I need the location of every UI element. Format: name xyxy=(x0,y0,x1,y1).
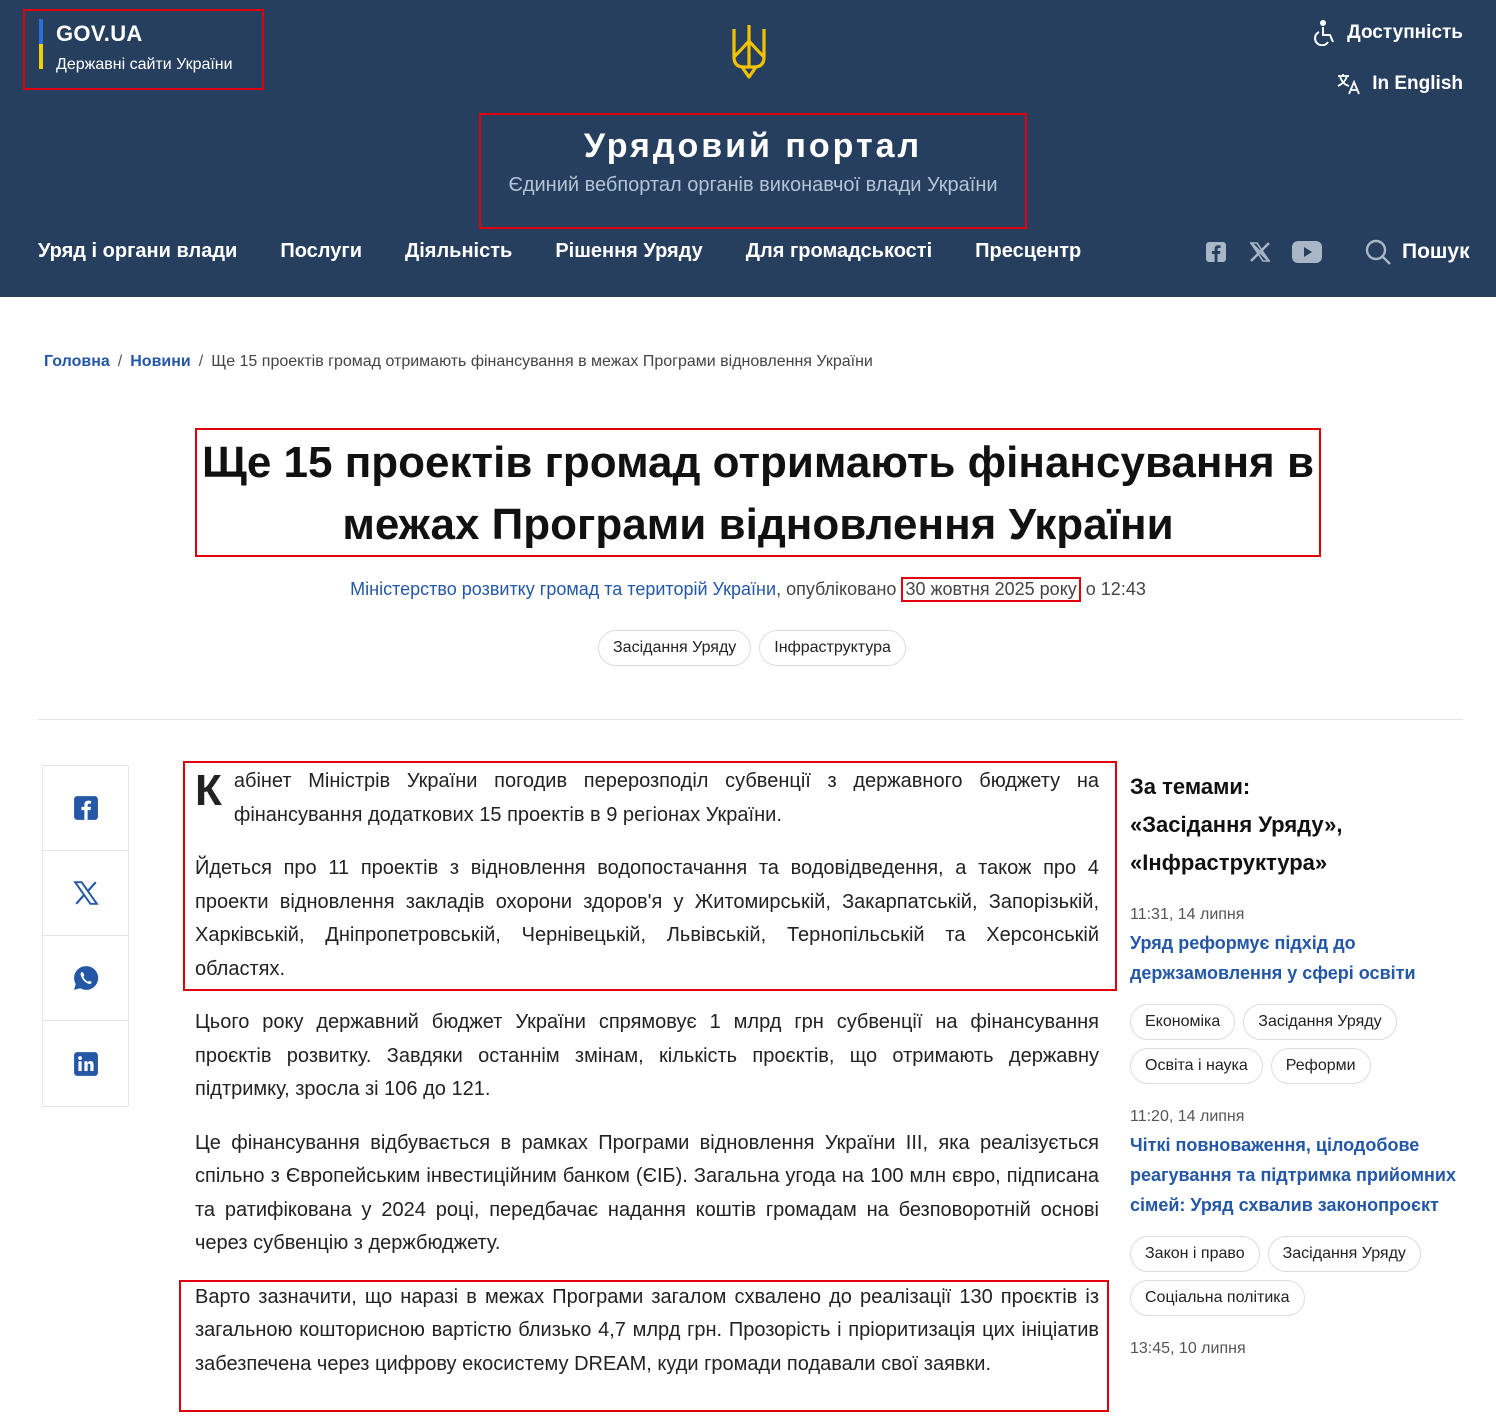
related-item xyxy=(1130,1340,1460,1358)
article-meta xyxy=(0,577,1496,602)
accessibility-button[interactable] xyxy=(1313,20,1463,46)
search-icon xyxy=(1364,238,1392,266)
youtube-icon[interactable] xyxy=(1292,241,1322,263)
portal-title: Урядовий портал xyxy=(583,127,923,165)
tag-government-meeting[interactable]: Засідання Уряду xyxy=(1243,1004,1396,1040)
related-time: 11:20, 14 липня xyxy=(1130,1108,1245,1125)
article-paragraph: Йдеться про 11 проектів з відновлення водопостачання та водовідведення, а також про 4 проекти відновлення закладів охорони здоров'я у Житомирській, Закарпатській, Запорізькій, Харківській, Дніпропетровській, Чернівецькій, Львівській, Тернопільській та Херсонській областях. xyxy=(195,857,1099,980)
ministry-link[interactable]: Міністерство розвитку громад та територій України xyxy=(350,579,777,599)
govua-title: GOV.UA xyxy=(56,21,143,46)
facebook-icon[interactable] xyxy=(1204,240,1228,264)
related-time: 11:31, 14 липня xyxy=(1130,906,1245,923)
publish-date: 30 жовтня 2025 року xyxy=(901,577,1080,602)
site-header xyxy=(0,0,1496,297)
article-body xyxy=(195,765,1099,1401)
publish-time: о 12:43 xyxy=(1080,579,1146,599)
linkedin-icon xyxy=(73,1051,99,1077)
translate-icon xyxy=(1336,72,1362,96)
breadcrumb-news[interactable]: Новини xyxy=(130,353,191,370)
portal-subtitle: Єдиний вебпортал органів виконавчої влади України xyxy=(508,174,998,196)
search-label: Пошук xyxy=(1402,240,1470,263)
paragraph-text: абінет Міністрів України погодив перерозподіл субвенції з державного бюджету на фінансування додаткових 15 проектів в 9 регіонах України. xyxy=(233,770,1099,826)
divider xyxy=(38,719,1463,720)
sidebar-heading-line: «Інфраструктура» xyxy=(1130,850,1328,875)
article-paragraph: Варто зазначити, що наразі в межах Програми загалом схвалено до реалізації 130 проєктів із загальною кошторисною вартістю близько 4,7 млрд грн. Прозорість і пріоритизація цих ініціатив забезпечена через цифрову екосистему DREAM, куди громади подавали свої заявки. xyxy=(195,1285,1099,1375)
share-panel xyxy=(42,765,129,1107)
language-switch[interactable] xyxy=(1336,72,1463,96)
breadcrumb-separator: / xyxy=(198,353,204,370)
trident-icon[interactable] xyxy=(728,23,770,81)
ukraine-flag-icon xyxy=(39,19,43,69)
facebook-icon xyxy=(73,795,99,821)
tag-infrastructure[interactable]: Інфраструктура xyxy=(759,630,906,666)
whatsapp-icon xyxy=(73,965,99,991)
language-label: In English xyxy=(1372,73,1463,94)
govua-link[interactable] xyxy=(23,9,264,90)
related-tags xyxy=(1130,1004,1460,1084)
x-icon xyxy=(72,880,100,906)
tag-government-meeting[interactable]: Засідання Уряду xyxy=(1268,1236,1421,1272)
tag-education[interactable]: Освіта і наука xyxy=(1130,1048,1263,1084)
breadcrumb xyxy=(44,353,873,371)
tag-government-meeting[interactable]: Засідання Уряду xyxy=(598,630,751,666)
nav-activity[interactable]: Діяльність xyxy=(404,240,513,262)
tag-reforms[interactable]: Реформи xyxy=(1271,1048,1371,1084)
nav-public[interactable]: Для громадськості xyxy=(745,240,933,262)
related-sidebar xyxy=(1130,768,1460,1358)
article-paragraph: Це фінансування відбувається в рамках Програми відновлення України ІІІ, яка реалізується спільно з Європейським інвестиційним банком (ЄІБ). Загальна угода на 100 млн євро, підписана та ратифікована у 2024 році, передбачає надання коштів громадам на безповоротній основі через субвенцію з держбюджету. xyxy=(195,1131,1099,1254)
sidebar-heading-line: За темами: xyxy=(1130,774,1251,799)
published-label: , опубліковано xyxy=(776,579,902,599)
related-item xyxy=(1130,1108,1460,1316)
related-tags xyxy=(1130,1236,1460,1316)
nav-services[interactable]: Послуги xyxy=(280,240,362,262)
share-whatsapp-button[interactable] xyxy=(43,936,128,1021)
search-button[interactable] xyxy=(1364,238,1470,266)
article-paragraph xyxy=(195,765,1099,832)
x-icon[interactable] xyxy=(1248,240,1272,264)
article-paragraph: Цього року державний бюджет України спрямовує 1 млрд грн субвенції на фінансування проєктів розвитку. Завдяки останнім змінам, кількість проєктів, що отримають державну підтримку, зросла зі 106 до 121. xyxy=(195,1011,1099,1100)
article-tags xyxy=(598,630,906,666)
sidebar-heading-line: «Засідання Уряду», xyxy=(1130,812,1343,837)
accessibility-label: Доступність xyxy=(1347,22,1463,43)
related-link[interactable]: Чіткі повноваження, цілодобове реагування та підтримка прийомних сімей: Уряд схвалив законопроєкт xyxy=(1130,1135,1456,1215)
nav-presscenter[interactable]: Пресцентр xyxy=(975,240,1082,262)
portal-logo[interactable] xyxy=(479,113,1027,229)
dropcap: К xyxy=(195,766,222,815)
share-linkedin-button[interactable] xyxy=(43,1021,128,1106)
breadcrumb-separator: / xyxy=(117,353,123,370)
social-links xyxy=(1204,240,1322,264)
related-time: 13:45, 10 липня xyxy=(1130,1340,1246,1357)
share-facebook-button[interactable] xyxy=(43,766,128,851)
accessibility-icon xyxy=(1313,20,1337,46)
related-link[interactable]: Уряд реформує підхід до держзамовлення у сфері освіти xyxy=(1130,933,1416,983)
share-x-button[interactable] xyxy=(43,851,128,936)
nav-government[interactable]: Уряд і органи влади xyxy=(38,240,238,262)
sidebar-heading xyxy=(1130,768,1460,882)
tag-economy[interactable]: Економіка xyxy=(1130,1004,1235,1040)
govua-subtitle: Державні сайти України xyxy=(56,56,233,73)
tag-law[interactable]: Закон і право xyxy=(1130,1236,1260,1272)
article-title: Ще 15 проектів громад отримають фінансування в межах Програми відновлення України xyxy=(195,428,1321,557)
tag-social-policy[interactable]: Соціальна політика xyxy=(1130,1280,1305,1316)
breadcrumb-current: Ще 15 проектів громад отримають фінансування в межах Програми відновлення України xyxy=(211,353,873,370)
main-nav xyxy=(38,240,1124,263)
breadcrumb-home[interactable]: Головна xyxy=(44,353,110,370)
related-item xyxy=(1130,906,1460,1084)
nav-decisions[interactable]: Рішення Уряду xyxy=(555,240,703,262)
